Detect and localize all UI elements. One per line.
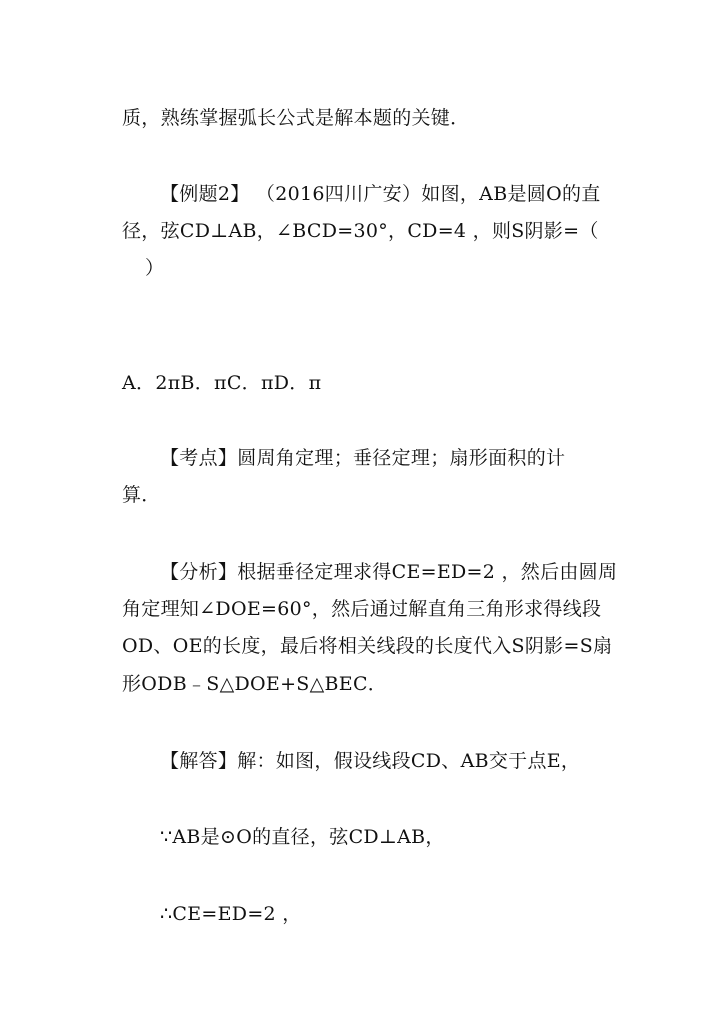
jieda-line-2: ∵AB是⊙O的直径，弦CD⊥AB， [160, 826, 445, 848]
example-title-line: 【例题2】 （2016四川广安）如图，AB是圆O的直 [160, 183, 601, 205]
question-paren-line: ） [145, 257, 165, 279]
fenxi-line-3: OD、OE的长度，最后将相关线段的长度代入S阴影=S扇 [122, 635, 613, 657]
kaodian-line-1: 【考点】圆周角定理；垂径定理；扇形面积的计 [160, 447, 566, 469]
question-line: 径，弦CD⊥AB，∠BCD=30°，CD=4 ，则S阴影=（ [122, 220, 599, 242]
jieda-line-1: 【解答】解：如图，假设线段CD、AB交于点E， [160, 750, 581, 772]
fenxi-line-2: 角定理知∠DOE=60°，然后通过解直角三角形求得线段 [122, 598, 602, 620]
kaodian-line-2: 算． [122, 484, 161, 506]
fenxi-line-4: 形ODB﹣S△DOE+S△BEC． [122, 673, 388, 695]
text-line-1: 质，熟练掌握弧长公式是解本题的关键． [122, 107, 470, 129]
answer-options: A．2πB．πC．πD．π [122, 372, 322, 394]
fenxi-line-1: 【分析】根据垂径定理求得CE=ED=2 ，然后由圆周 [160, 561, 618, 583]
jieda-line-3: ∴CE=ED=2 ， [160, 903, 302, 925]
